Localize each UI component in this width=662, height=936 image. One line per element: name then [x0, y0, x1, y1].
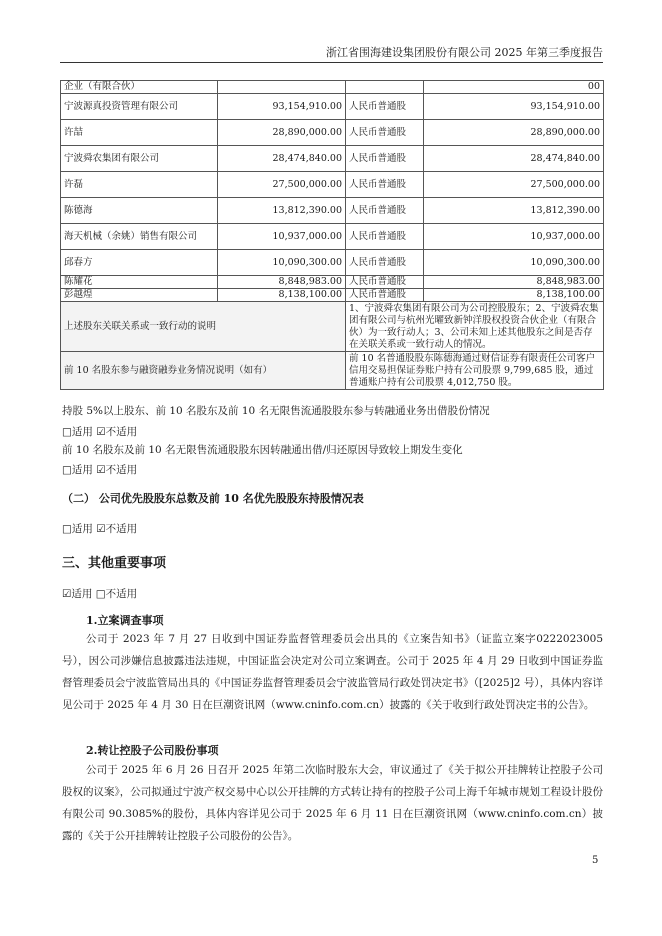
- shares-held: 28,474,840.00: [218, 146, 346, 172]
- share-quantity: 28,890,000.00: [424, 120, 604, 146]
- shareholder-name: 陈耀花: [61, 276, 218, 289]
- section-applicability: ☑适用 □不适用: [62, 588, 138, 600]
- shares-held: 27,500,000.00: [218, 172, 346, 198]
- shares-held: 93,154,910.00: [218, 94, 346, 120]
- table-row: [61, 224, 604, 250]
- shareholder-name: 宁波源真投资管理有限公司: [61, 94, 218, 120]
- shareholder-table: [60, 80, 604, 390]
- share-type: 人民币普通股: [346, 250, 424, 276]
- shares-held: 8,138,100.00: [218, 289, 346, 302]
- table-row: [61, 198, 604, 224]
- section-title: 三、其他重要事项: [62, 556, 167, 571]
- page-number: 5: [592, 855, 599, 866]
- margin-trading-text: 前 10 名普通股股东陈德海通过财信证券有限责任公司客户信用交易担保证券账户持有公司股票 9,799,685 股，通过普通账户持有公司股票 4,012,750 股。: [346, 352, 604, 390]
- item1-title: 1.立案调查事项: [86, 614, 164, 627]
- share-quantity: 93,154,910.00: [424, 94, 604, 120]
- lending-title: 持股 5%以上股东、前 10 名股东及前 10 名无限售流通股股东参与转融通业务出借股份情况: [62, 405, 490, 417]
- table-row: [61, 81, 604, 94]
- report-header: 浙江省围海建设集团股份有限公司 2025 年第三季度报告: [326, 46, 603, 59]
- item2-body: 公司于 2025 年 6 月 26 日召开 2025 年第二次临时股东大会，审议通过了《关于拟公开挂牌转让控股子公司股权的议案》，公司拟通过宁波产权交易中心以公开挂牌的方式转让持有的控股子公司上海千年城市规划工程设计股份有限公司 90.3085%的股份，具体内容详见公司于 2025 年 6 月 11 日在巨潮资讯网（www.cninfo.com.cn）披露的《关于公开挂牌转让控股子公司股份的公告》。: [62, 764, 603, 842]
- relation-label: 上述股东关联关系或一致行动的说明: [61, 302, 346, 352]
- table-row: [61, 172, 604, 198]
- relation-row: [61, 302, 604, 352]
- table-row: [61, 289, 604, 302]
- share-quantity: 10,090,300.00: [424, 250, 604, 276]
- margin-trading-label: 前 10 名股东参与融资融券业务情况说明（如有）: [61, 352, 346, 390]
- shares-held: 10,090,300.00: [218, 250, 346, 276]
- share-type: 人民币普通股: [346, 276, 424, 289]
- change-applicability: □适用 ☑不适用: [62, 464, 138, 476]
- share-quantity: 8,138,100.00: [424, 289, 604, 302]
- share-type: 人民币普通股: [346, 120, 424, 146]
- share-type: 人民币普通股: [346, 224, 424, 250]
- share-type: 人民币普通股: [346, 146, 424, 172]
- preferred-shares-applicability: □适用 ☑不适用: [62, 523, 138, 535]
- share-quantity: 00: [424, 81, 604, 94]
- share-type: 人民币普通股: [346, 289, 424, 302]
- table-row: [61, 276, 604, 289]
- shareholder-name: 宁波舜农集团有限公司: [61, 146, 218, 172]
- share-quantity: 10,937,000.00: [424, 224, 604, 250]
- margin-trading-row: [61, 352, 604, 390]
- item2-title: 2.转让控股子公司股份事项: [86, 744, 219, 757]
- shareholder-name: 企业（有限合伙）: [61, 81, 218, 94]
- change-title: 前 10 名股东及前 10 名无限售流通股股东因转融通出借/归还原因导致较上期发生变化: [62, 444, 463, 456]
- share-type: 人民币普通股: [346, 198, 424, 224]
- relation-text: 1、宁波舜农集团有限公司为公司控股股东；2、宁波舜农集团有限公司与杭州光曜致新钟洋股权投资合伙企业（有限合伙）为一致行动人；3、公司未知上述其他股东之间是否存在关联关系或一致行动人的情况。: [346, 302, 604, 352]
- shares-held: 8,848,983.00: [218, 276, 346, 289]
- shareholder-name: 彭越煌: [61, 289, 218, 302]
- shares-held: 10,937,000.00: [218, 224, 346, 250]
- shares-held: 28,890,000.00: [218, 120, 346, 146]
- table-row: [61, 120, 604, 146]
- item1-body: 公司于 2023 年 7 月 27 日收到中国证券监督管理委员会出具的《立案告知书》（证监立案字0222023005 号），因公司涉嫌信息披露违法违规，中国证监会决定对公司立案调查。公司于 2025 年 4 月 29 日收到中国证券监督管理委员会宁波监管局出具的《中国证券监督管理委员会宁波监管局行政处罚决定书》（[2025]2 号），具体内容详见公司于 2025 年 4 月 30 日在巨潮资讯网（www.cninfo.com.cn）披露的《关于收到行政处罚决定书的公告》。: [62, 633, 603, 711]
- share-quantity: 27,500,000.00: [424, 172, 604, 198]
- table-row: [61, 146, 604, 172]
- shareholder-name: 海天机械（余姚）销售有限公司: [61, 224, 218, 250]
- table-row: [61, 94, 604, 120]
- preferred-shares-heading: （二） 公司优先股股东总数及前 10 名优先股股东持股情况表: [62, 492, 364, 505]
- share-type: 人民币普通股: [346, 94, 424, 120]
- lending-applicability: □适用 ☑不适用: [62, 426, 138, 438]
- shareholder-name: 邱春方: [61, 250, 218, 276]
- share-type: 人民币普通股: [346, 172, 424, 198]
- shareholder-name: 陈德海: [61, 198, 218, 224]
- shares-held: 13,812,390.00: [218, 198, 346, 224]
- table-row: [61, 250, 604, 276]
- share-quantity: 8,848,983.00: [424, 276, 604, 289]
- header-divider: [60, 62, 603, 63]
- share-quantity: 13,812,390.00: [424, 198, 604, 224]
- shareholder-name: 许磊: [61, 172, 218, 198]
- shareholder-name: 许喆: [61, 120, 218, 146]
- share-quantity: 28,474,840.00: [424, 146, 604, 172]
